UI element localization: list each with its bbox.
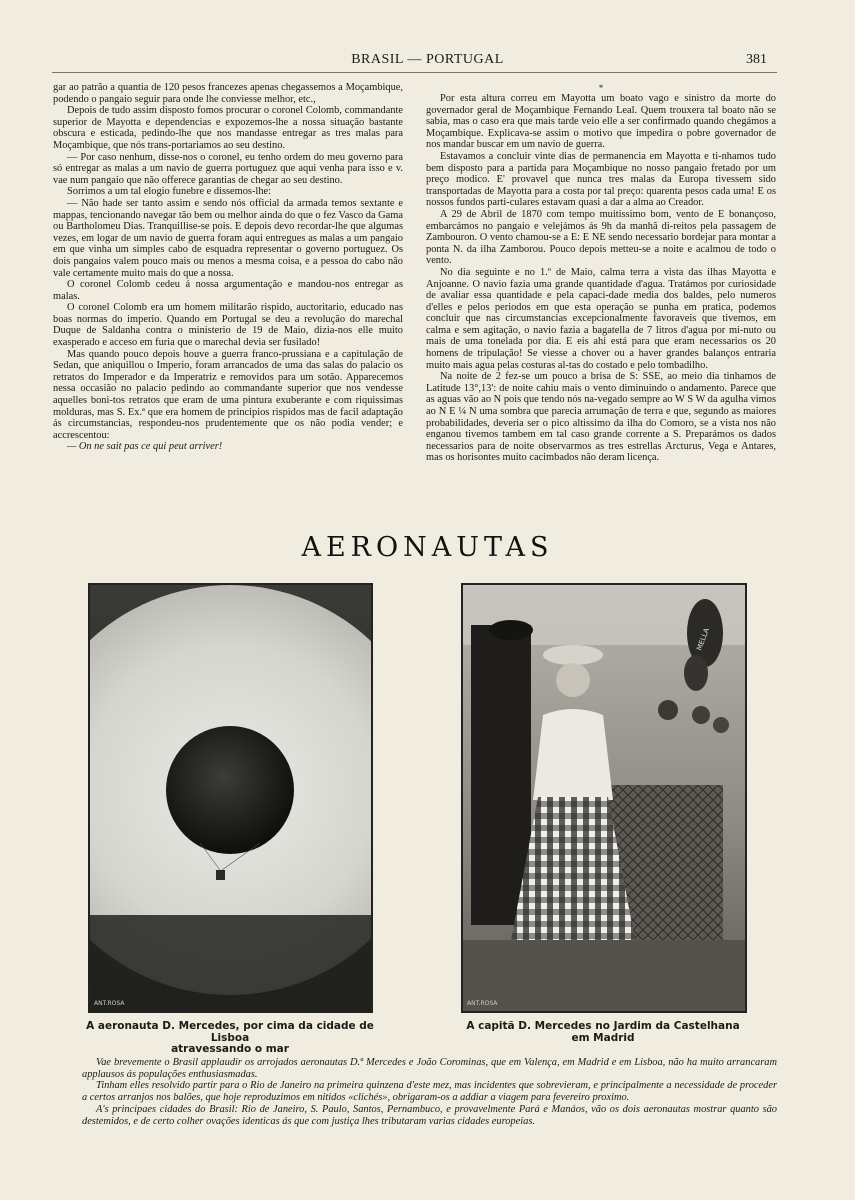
paragraph: Depois de tudo assim disposto fomos procurar o coronel Colomb, commandante superior de Mayotta e dependencias e expozemos-lhe a nossa situação bastante obscura e esticada, pedindo-lhe que nos mandasse entregar as tres malas para Moçambique, que nós trans-portariamos ao seu destino. [53, 105, 403, 151]
caption-line: A capitã D. Mercedes no Jardim da Castelhana [466, 1020, 740, 1032]
captain-in-garden-photo [461, 583, 747, 1013]
photo-caption-lisbon [70, 1021, 390, 1056]
paragraph: A's principaes cidades do Brasil: Rio de Janeiro, S. Paulo, Santos, Pernambuco, e provavelmente Pará e Manáos, vão os dois aeronautas mostrar quanto são destemidos, e de certo colher ovações identicas ás que com justiça lhes tributaram varias cidades europeias. [82, 1103, 777, 1127]
page-header [0, 52, 855, 74]
paragraph: Tinham elles resolvido partir para o Rio de Janeiro na primeira quinzena d'este mez, mas incidentes que sobrevieram, e principalmente a necessidade de proceder a certos arranjos nos balões, que hoje reproduzimos em nitidos «clichés», obrigaram-os a addiar a viagem para fevereiro proximo. [82, 1080, 777, 1104]
balloon-over-lisbon-photo [88, 583, 373, 1013]
right-column [426, 82, 776, 464]
paragraph: Estavamos a concluir vinte dias de permanencia em Mayotta e ti-nhamos tudo bem disposto para a partida para Moçambique no nosso pangaio fretado por um preço modico. E' provavel que nunca tres malas da Europa tivessem sido transportadas de Mayotta para a costa por tal preço: quarenta pesos cada uma! E os nossos fundos parti-culares estavam quasi a dar a alma ao Creador. [426, 150, 776, 209]
running-title: BRASIL — PORTUGAL [351, 52, 504, 67]
garden-photo-illustration [463, 585, 745, 1011]
balloon-photo-illustration [90, 585, 371, 1011]
paragraph: A 29 de Abril de 1870 com tempo muitissimo bom, vento de E bonançoso, embarcámos no pangaio e velejámos ás 9h da manhã di-reitos pela passagem de Zambouron. O vento chamou-se a E: E NE sendo necessario bordejar para montar a ponta N. da ilha Zamborou. Pouco depois metteu-se a noite e acalmou de todo o vento. [426, 208, 776, 267]
paragraph: Por esta altura correu em Mayotta um boato vago e sinistro da morte do governador geral de Moçambique Fernando Leal. Quem trouxera tal boato não se sabia, mas o caso era que mais tarde veio elle a ser confirmado quando chegámos a Moçambique. Explicava-se assim o motivo que impedira o pobre governador de nos mandar buscar em um navio de guerra. [426, 93, 776, 151]
paragraph: — Não hade ser tanto assim e sendo nós official da armada temos sextante e mappas, tencionando navegar tão bem ou melhor ainda do que o fez Vasco da Gama ou Bartholomeu Dias. Tranquillise-se pois. E depois devo recordar-lhe que algumas vezes, em logar de um navio de guerra foram aqui entregues as malas a um pangaio em que vinha um simples cabo de esquadra representar o governo portuguez. Os dois pangaios valem pouco mais ou menos a mesma coisa, e a pessoa do cabo não vale certamente muito mais do que a nossa. [53, 197, 403, 279]
caption-line: em Madrid [571, 1031, 635, 1044]
section-star: * [598, 83, 604, 93]
paragraph: Sorrimos a um tal elogio funebre e dissemos-lhe: [67, 186, 272, 198]
paragraph: gar ao patrão a quantia de 120 pesos francezes apenas chegassemos a Moçambique, podendo o pangaio seguir para onde lhe conviesse melhor, etc., [53, 82, 403, 105]
caption-line: atravessando o mar [171, 1043, 289, 1055]
caption-line: A aeronauta D. Mercedes, por cima da cidade de Lisboa [86, 1020, 374, 1044]
paragraph: Vae brevemente o Brasil applaudir os arrojados aeronautas D.ª Mercedes e João Corominas, que em Valença, em Madrid e em Lisboa, não ha muito arrancaram applausos ás populações enthusiasmadas. [82, 1057, 777, 1080]
woman-blouse [533, 709, 613, 800]
woman-head [556, 663, 590, 697]
section-title: AERONAUTAS [301, 532, 554, 563]
article-text [82, 1057, 777, 1127]
paragraph: Na noite de 2 fez-se um pouco a brisa de S: SSE, ao meio dia tinhamos de Latitude 13°,13': de noite cahiu mais o vento diminuindo o andamento. Parece que as aguas vão ao N pois que tendo nós na-vegado sempre ao W S W da agulha vimos ao N E ¼ N uma sombra que parecia arrumação de terra e que, segundo as maiores probabilidades, deveria ser o pico altissimo da ilha do Comoro, se a vista nos não enganou tivemos tambem em tal caso grande corrente a S. Preparámos os dados necessarios para de noite observarmos as tres estrellas Arcturus, Vega e Antares, mas os horisontes muito cacimbados não deram licença. [426, 371, 776, 464]
page-number: 381 [746, 52, 767, 67]
photo-credit: ANT.ROSA [467, 1000, 498, 1007]
header-rule [52, 72, 777, 73]
balloon-shape [166, 726, 294, 854]
left-column [53, 82, 403, 453]
hat [543, 645, 603, 665]
photo-credit: ANT.ROSA [94, 1000, 125, 1007]
paragraph: — Por caso nenhum, disse-nos o coronel, eu tenho ordem do meu governo para só entregar as malas a um navio de guerra portuguez que aqui venha para isso e v. vae num pangaio que não offerece garantias de chegar ao seu destino. [53, 151, 403, 186]
paragraph: O coronel Colomb era um homem militarão rispido, auctoritario, educado nas boas normas do imperio. Quando em Portugal se deu a revolução do marechal Duque de Saldanha contra o ministerio de 19 de Maio, dizia-nos elle muito exasperado e acceso em furia que o marechal devia ser fusilado! [53, 302, 403, 349]
paragraph: Mas quando pouco depois houve a guerra franco-prussiana e a capitulação de Sedan, que aniquillou o Imperio, foram arrancados de uma das salas do palacio os retratos do Imperador e da Imperatriz e removidos para um sotão. Apparecemos nessa occasião no palacio pedindo ao commandante superior que nos vendesse aquelles boni-tos retratos que eram de uma pintura exuberante e com riquissimas molduras, mas S. Ex.ª que era homem de principios rispidos mas de facil adaptação ás circumstancias, respondeu-nos prudentemente que os não podia vender; e accrescentou: [53, 348, 403, 441]
balloon-lettering: MELLA [695, 627, 711, 652]
paragraph: O coronel Colomb cedeu á nossa argumentação e mandou-nos entregar as malas. [53, 279, 403, 302]
man-silhouette [471, 625, 531, 925]
photo-caption-madrid [443, 1021, 763, 1044]
balloon-basket [216, 870, 225, 880]
paragraph: No dia seguinte e no 1.º de Maio, calma terra a vista das ilhas Mayotta e Anjoanne. O navio fazia uma grande quantidade d'agua. Tratámos por curiosidade de avaliar essa quantidade e pela capaci-dade media dos baldes, pelo numeros d'elles e pelos periodos em que esta operação se punha em pratica, podemos concluir que nas circumstancias excepcionalmente favoraveis que tivemos, em calma e sem agitação, o navio fazia a bagatella de 7 litros d'agua por mi-nuto ou mais de uma tonelada por dia. E eis ahi está para que eram necessarios os 20 homens de tripulação! Se viesse a chover ou a haver grandes balanços entraria muito mais agua pelas costuras al-tas do costado e pelo tombadilho. [426, 266, 776, 371]
paragraph: — On ne sait pas ce qui peut arriver! [67, 441, 223, 453]
